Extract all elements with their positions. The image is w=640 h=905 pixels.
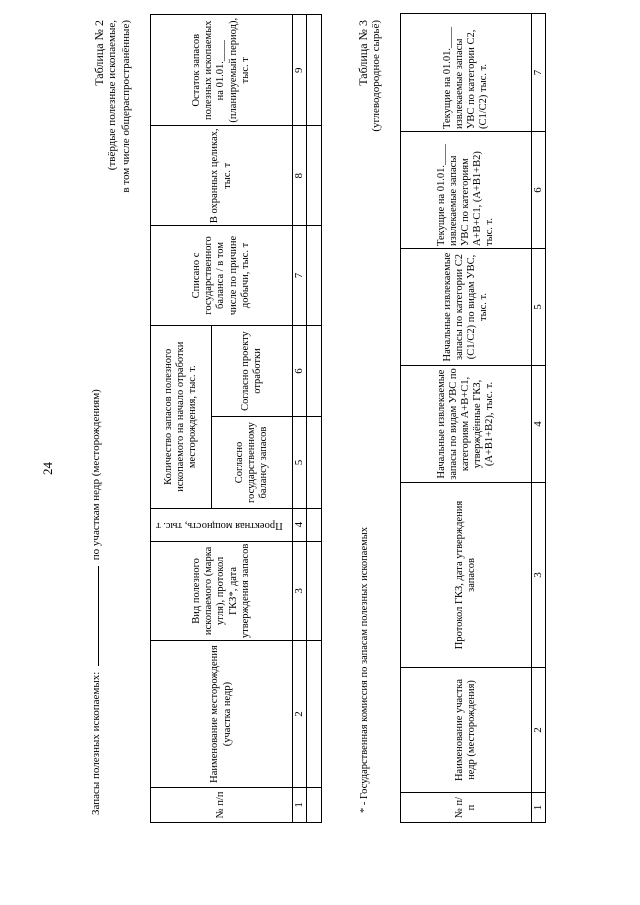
intro-blank-field — [88, 566, 99, 666]
table3-caption-block — [356, 20, 384, 132]
t3-num-3: 3 — [532, 483, 546, 668]
table2-empty-row — [306, 15, 321, 823]
table2-caption: Таблица № 2 — [92, 20, 106, 86]
intro-right: по участкам недр (месторождениям) — [90, 389, 102, 561]
t2-num-9: 9 — [293, 15, 307, 126]
table2-subcaption-2: в том числе общераспространённые) — [119, 20, 132, 193]
t2-header-pillars: В охранных целиках, тыс. т — [151, 126, 293, 226]
t3-num-2: 2 — [532, 668, 546, 793]
t3-header-initial-abc1: Начальные извлекаемые запасы по видам УВС по категориям А+В+С1, утверждённые ГКЗ, (А+В1+В2), тыс. т. — [401, 366, 532, 483]
t2-header-mineral: Вид полезного ископаемого (марка угля), протокол ГКЗ*, дата утверждения запасов — [151, 541, 293, 641]
t2-header-capacity-text: Проектная мощность, тыс. т — [156, 519, 283, 531]
t2-header-deposit: Наименование месторождения (участка недр) — [151, 641, 293, 788]
t2-header-group-reserves: Количество запасов полезного ископаемого на начало отработки месторождения, тыс. т. — [151, 325, 212, 508]
table-2 — [150, 14, 322, 823]
t3-num-5: 5 — [532, 249, 546, 366]
table3-header-row — [401, 14, 532, 823]
t2-cell — [306, 787, 321, 822]
t2-cell — [306, 541, 321, 641]
t2-header-capacity — [151, 508, 293, 541]
page-number: 24 — [40, 462, 55, 475]
t2-header-no: № п/п — [151, 787, 293, 822]
table3-number-row — [532, 14, 546, 823]
t2-cell — [306, 417, 321, 508]
t2-cell — [306, 641, 321, 788]
t2-num-2: 2 — [293, 641, 307, 788]
t2-cell — [306, 15, 321, 126]
t3-header-current-abc1: Текущие на 01.01.____ извлекаемые запасы УВС по категориям А+В+С1, (А+В1+В2) тыс. т. — [401, 132, 532, 249]
t3-num-6: 6 — [532, 132, 546, 249]
t3-num-1: 1 — [532, 793, 546, 823]
intro-left: Запасы полезных ископаемых: — [90, 671, 102, 815]
t2-cell — [306, 325, 321, 416]
table2-caption-block — [92, 20, 133, 193]
t3-header-protocol: Протокол ГКЗ, дата утверждения запасов — [401, 483, 532, 668]
table-3 — [400, 13, 546, 823]
t3-header-initial-c2: Начальные извлекаемые запасы по категории С2 (С1/С2) по видам УВС, тыс. т. — [401, 249, 532, 366]
t2-header-state-balance: Согласно государственному балансу запасов — [212, 417, 293, 508]
table3-caption: Таблица № 3 — [356, 20, 370, 86]
t3-header-no: № п/п — [401, 793, 532, 823]
t3-num-4: 4 — [532, 366, 546, 483]
intro-line — [88, 389, 102, 815]
t2-num-1: 1 — [293, 787, 307, 822]
t3-header-current-c2: Текущие на 01.01.____ извлекаемые запасы УВС по категории С2, (С1/С2) тыс. т. — [401, 14, 532, 132]
t2-cell — [306, 126, 321, 226]
t2-num-8: 8 — [293, 126, 307, 226]
t2-num-4: 4 — [293, 508, 307, 541]
t2-cell — [306, 226, 321, 326]
t2-header-project: Согласно проекту отработки — [212, 325, 293, 416]
t2-num-5: 5 — [293, 417, 307, 508]
t2-header-remaining: Остаток запасов полезных ископаемых на 01.01.____ (планируемый период), тыс. т — [151, 15, 293, 126]
t3-num-7: 7 — [532, 14, 546, 132]
t2-header-written-off: Списано с государственного баланса / в том числе по причине добычи, тыс. т — [151, 226, 293, 326]
t2-num-7: 7 — [293, 226, 307, 326]
t3-header-area: Наименование участка недр (месторождения) — [401, 668, 532, 793]
table2-header-row-1 — [151, 15, 212, 823]
t2-cell — [306, 508, 321, 541]
t2-num-3: 3 — [293, 541, 307, 641]
table2-number-row — [293, 15, 307, 823]
table2-subcaption-1: (твёрдые полезные ископаемые, — [106, 20, 119, 171]
footnote: * - Государственная комиссия по запасам полезных ископаемых — [359, 526, 370, 813]
table3-subcaption: (углеводородное сырьё) — [370, 20, 383, 132]
t2-num-6: 6 — [293, 325, 307, 416]
